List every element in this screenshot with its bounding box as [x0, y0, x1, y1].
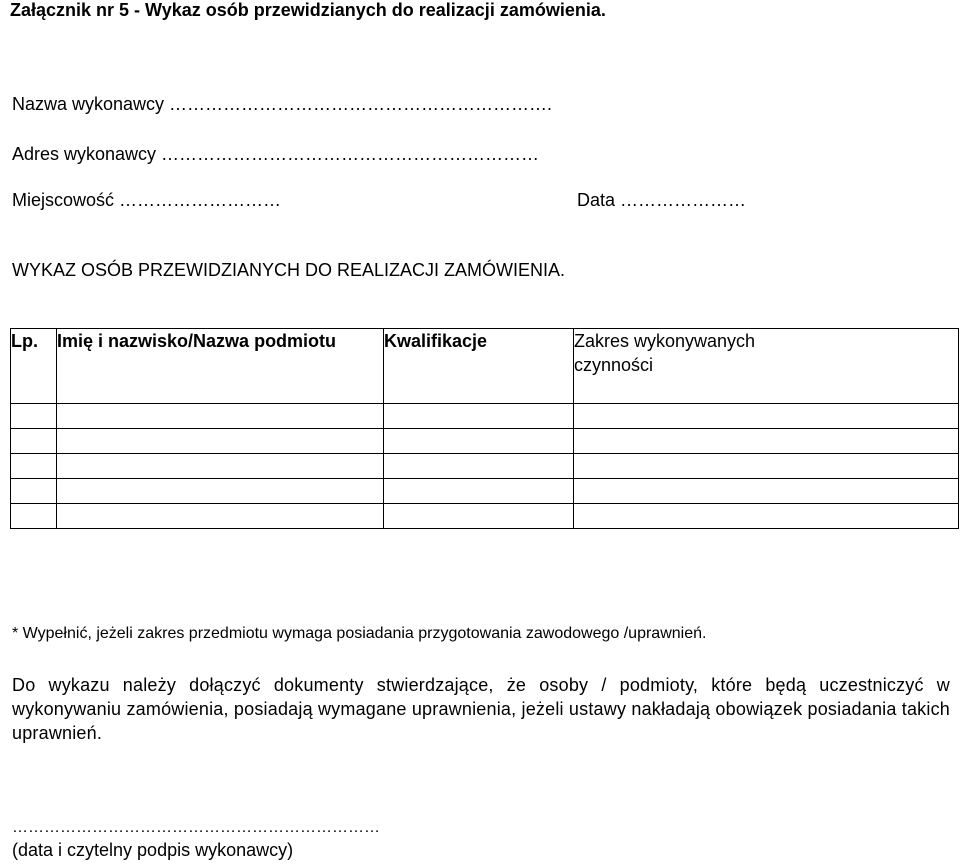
table-cell[interactable] — [384, 429, 574, 454]
document-title: Załącznik nr 5 - Wykaz osób przewidzianych do realizacji zamówienia. — [10, 0, 606, 20]
header-scope — [574, 329, 959, 404]
date-line: Data ………………… — [577, 190, 747, 210]
table-row — [11, 454, 959, 479]
table-cell[interactable] — [574, 504, 959, 529]
table-cell[interactable] — [57, 479, 384, 504]
instructions-paragraph: Do wykazu należy dołączyć dokumenty stwierdzające, że osoby / podmioty, które będą uczestniczyć w wykonywaniu zamówienia, posiadają wymagane uprawnienia, jeżeli ustawy nakładają obowiązek posiadania takich uprawnień. — [12, 675, 950, 743]
header-name: Imię i nazwisko/Nazwa podmiotu — [57, 329, 384, 404]
table-cell[interactable] — [11, 504, 57, 529]
header-lp: Lp. — [11, 329, 57, 404]
table-cell[interactable] — [11, 429, 57, 454]
table-row — [11, 429, 959, 454]
list-heading: WYKAZ OSÓB PRZEWIDZIANYCH DO REALIZACJI ZAMÓWIENIA. — [12, 260, 566, 280]
table-cell[interactable] — [574, 429, 959, 454]
table-cell[interactable] — [57, 454, 384, 479]
table-row — [11, 504, 959, 529]
table-cell[interactable] — [384, 504, 574, 529]
persons-table — [10, 328, 959, 529]
table-header-row — [11, 329, 959, 404]
footnote: * Wypełnić, jeżeli zakres przedmiotu wymaga posiadania przygotowania zawodowego /uprawnień. — [12, 625, 707, 642]
signature-line: …………………………………………………………… — [12, 819, 380, 836]
header-scope-label: Zakres wykonywanych czynności — [574, 331, 756, 375]
contractor-name-line: Nazwa wykonawcy ………………………………………………………. — [12, 94, 553, 114]
table-cell[interactable] — [11, 404, 57, 429]
contractor-address-line: Adres wykonawcy ……………………………………………………… — [12, 144, 540, 164]
table-row — [11, 404, 959, 429]
table-cell[interactable] — [11, 479, 57, 504]
signature-label: (data i czytelny podpis wykonawcy) — [12, 840, 294, 860]
table-cell[interactable] — [574, 479, 959, 504]
table-cell[interactable] — [574, 404, 959, 429]
table-cell[interactable] — [57, 429, 384, 454]
table-cell[interactable] — [384, 404, 574, 429]
table-row — [11, 479, 959, 504]
table-cell[interactable] — [574, 454, 959, 479]
place-line: Miejscowość ……………………… — [12, 190, 282, 210]
table-cell[interactable] — [57, 404, 384, 429]
table-cell[interactable] — [11, 454, 57, 479]
header-qualifications: Kwalifikacje — [384, 329, 574, 404]
table-cell[interactable] — [384, 454, 574, 479]
table-cell[interactable] — [384, 479, 574, 504]
table-cell[interactable] — [57, 504, 384, 529]
